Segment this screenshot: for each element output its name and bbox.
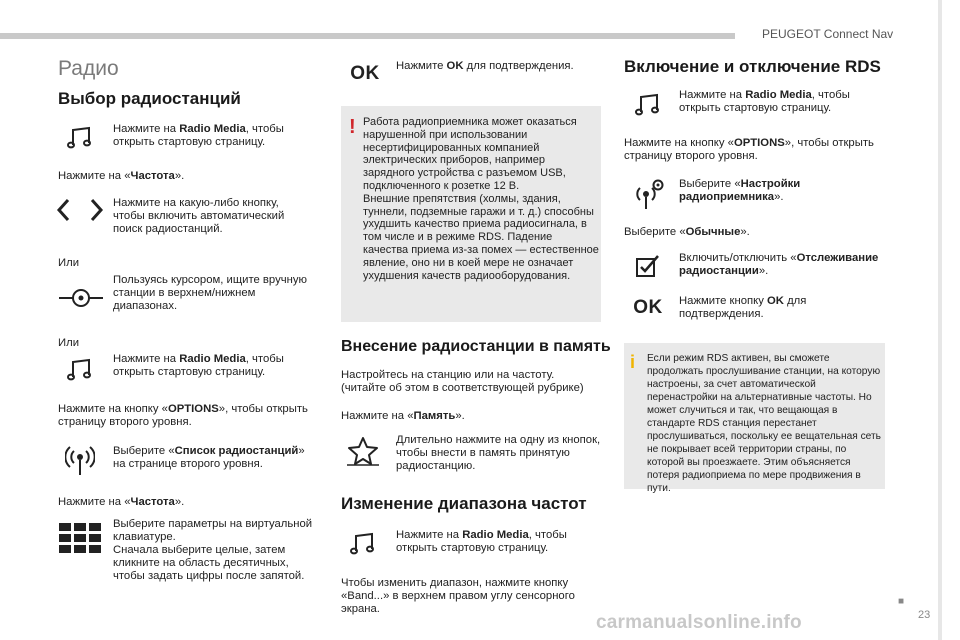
step-radio-media: Нажмите на Radio Media, чтобы открыть стартовую страницу. xyxy=(113,123,284,148)
seek-buttons[interactable] xyxy=(52,192,107,228)
heading-memory: Внесение радиостанции в память xyxy=(341,338,611,355)
step-frequency-2: Нажмите на «Частота». xyxy=(58,496,185,508)
or-label-1: Или xyxy=(58,257,80,269)
page-title: Радио xyxy=(58,57,119,80)
step-auto-search: Нажмите на какую-либо кнопку, чтобы включить автоматический поиск радиостанций. xyxy=(113,197,285,235)
tune-paragraph: Настройтесь на станцию или на частоту. (читайте об этом в соответствующей рубрике) xyxy=(341,369,584,394)
music-note-icon xyxy=(60,120,100,156)
step-radio-media-3: Нажмите на Radio Media, чтобы открыть стартовую страницу. xyxy=(396,529,567,554)
watermark: carmanualsonline.info xyxy=(596,612,802,633)
page-edge-bar xyxy=(938,0,942,640)
settings-gear-icon[interactable] xyxy=(628,176,668,212)
step-rds-options: Нажмите на кнопку «OPTIONS», чтобы открыть страницу второго уровня. xyxy=(624,137,874,162)
checkbox-checked-icon[interactable] xyxy=(628,248,668,284)
warning-text: Работа радиоприемника может оказаться нарушенной при использовании несертифицированных компанией электрических приборов, например зарядного устройства с разъемом USB, подключенного к розетке 12 В. Внешние препятствия (холмы, здания, туннели, подземные гаражи и т. д.) способны ухудшить качество приема радиосигнала, в том числе и в режиме RDS. Падение качества приема из-за помех — естественное явление, оно ни в коей мере не означает ухудшения качеств радиооборудования. xyxy=(363,116,599,282)
heading-select-station: Выбор радиостанций xyxy=(58,89,241,108)
step-frequency: Нажмите на «Частота». xyxy=(58,170,185,182)
or-label-2: Или xyxy=(58,337,80,349)
heading-band: Изменение диапазона частот xyxy=(341,494,587,513)
info-box xyxy=(624,343,885,494)
ok-icon[interactable]: OK xyxy=(350,63,380,84)
step-options: Нажмите на кнопку «OPTIONS», чтобы открыть страницу второго уровня. xyxy=(58,403,308,428)
step-virtual-keyboard: Выберите параметры на виртуальной клавиатуре. Сначала выберите целые, затем кликните на область десятичных, чтобы задать цифры после запятой. xyxy=(113,518,313,582)
step-station-tracking: Включить/отключить «Отслеживание радиостанции». xyxy=(679,252,879,277)
ok-icon[interactable]: OK xyxy=(633,297,663,318)
step-ok-confirm: Нажмите OK для подтверждения. xyxy=(396,60,574,72)
chevron-right-icon xyxy=(92,200,101,220)
warning-box xyxy=(341,106,601,322)
step-radio-media-2: Нажмите на Radio Media, чтобы открыть стартовую страницу. xyxy=(113,353,284,378)
keypad-icon[interactable] xyxy=(58,520,102,556)
step-memory: Нажмите на «Память». xyxy=(341,410,465,422)
music-note-icon xyxy=(343,526,383,562)
band-paragraph: Чтобы изменить диапазон, нажмите кнопку «Band...» в верхнем правом углу сенсорного экрана. xyxy=(341,577,575,615)
tuning-cursor-icon[interactable] xyxy=(58,280,104,316)
star-memory-icon[interactable] xyxy=(343,433,383,469)
page-marker: ■ xyxy=(898,596,905,607)
music-note-icon xyxy=(60,352,100,388)
page-number: 23 xyxy=(918,609,931,621)
top-divider-bar xyxy=(0,33,735,39)
step-long-press: Длительно нажмите на одну из кнопок, чтобы внести в память принятую радиостанцию. xyxy=(396,434,601,472)
step-manual-search: Пользуясь курсором, ищите вручную станции в верхнем/нижнем диапазонах. xyxy=(113,274,307,312)
step-rds-ok: Нажмите кнопку OK для подтверждения. xyxy=(679,295,807,320)
chevron-left-icon xyxy=(59,200,68,220)
warning-icon: ! xyxy=(349,116,356,138)
music-note-icon xyxy=(628,87,668,123)
step-normal: Выберите «Обычные». xyxy=(624,226,750,238)
radio-antenna-icon xyxy=(60,442,100,478)
step-radio-settings: Выберите «Настройки радиоприемника». xyxy=(679,178,801,203)
step-station-list: Выберите «Список радиостанций» на странице второго уровня. xyxy=(113,445,305,470)
step-rds-radio-media: Нажмите на Radio Media, чтобы открыть стартовую страницу. xyxy=(679,89,850,114)
info-text: Если режим RDS активен, вы сможете продолжать прослушивание станции, на которую настроены, за счет автоматической перенастройки на альтернативные частоты. Но может случиться и так, что вещающая в стандарте RDS станция перестанет прослушиваться, поскольку ее вещательная сеть не покрывает всей территории страны, по которой вы проезжаете. Этим объясняется потеря радиоприема по мере продвижения в пути. xyxy=(647,353,881,494)
brand-header: PEUGEOT Connect Nav xyxy=(762,27,894,41)
heading-rds: Включение и отключение RDS xyxy=(624,57,881,76)
info-icon: i xyxy=(630,352,636,372)
